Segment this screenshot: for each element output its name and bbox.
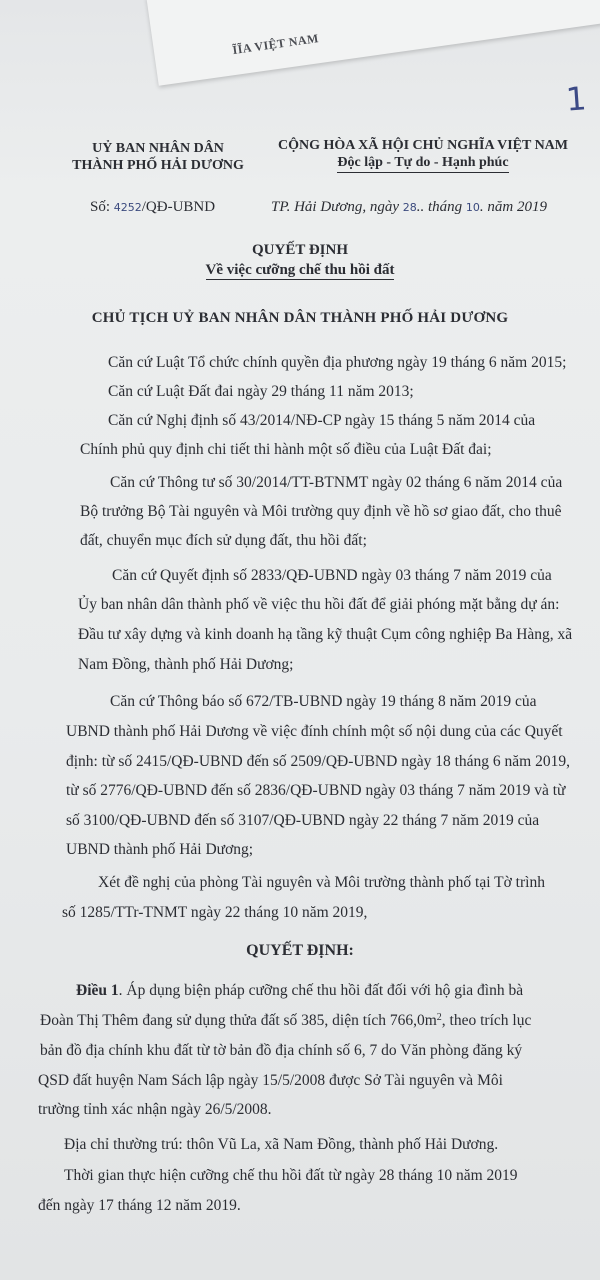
body-line: Ủy ban nhân dân thành phố về việc thu hồi đất để giải phóng mặt bằng dự án: — [78, 596, 560, 613]
body-line: từ số 2776/QĐ-UBND đến số 2836/QĐ-UBND ngày 03 tháng 7 năm 2019 và từ — [66, 782, 566, 799]
handwritten-day: 28 — [402, 201, 417, 214]
body-line: UBND thành phố Hải Dương về việc đính chính một số nội dung của các Quyết — [66, 723, 563, 740]
issuing-authority: CHỦ TỊCH UỶ BAN NHÂN DÂN THÀNH PHỐ HẢI DƯƠNG — [91, 310, 509, 326]
handwritten-number: 4252 — [113, 201, 142, 214]
body-line: số 3100/QĐ-UBND đến số 3107/QĐ-UBND ngày 22 tháng 7 năm 2019 của — [66, 812, 540, 829]
body-line: Căn cứ Thông báo số 672/TB-UBND ngày 19 tháng 8 năm 2019 của — [110, 693, 537, 710]
handwritten-page-number: 1 — [564, 79, 588, 119]
body-line: Đầu tư xây dựng và kinh doanh hạ tầng kỹ thuật Cụm công nghiệp Ba Hàng, xã — [78, 626, 573, 643]
national-header — [258, 137, 588, 173]
article-label: Điều 1 — [76, 982, 119, 999]
article-1-line: Đoàn Thị Thêm đang sử dụng thửa đất số 385, diện tích $766,0m^2$, theo trích lục — [40, 1012, 532, 1029]
body-line: Chính phủ quy định chi tiết thi hành một số điều của Luật Đất đai; — [80, 441, 492, 458]
handwritten-month: 10 — [465, 201, 480, 214]
document-subject-text: Về việc cưỡng chế thu hồi đất — [205, 262, 395, 278]
country-name: CỘNG HÒA XÃ HỘI CHỦ NGHĨA VIỆT NAM — [277, 138, 568, 153]
agency-line-1: UỶ BAN NHÂN DÂN — [92, 141, 224, 156]
body-line: Căn cứ Nghị định số 43/2014/NĐ-CP ngày 15 tháng 5 năm 2014 của — [108, 412, 536, 429]
body-line: Căn cứ Luật Đất đai ngày 29 tháng 11 năm 2013; — [108, 383, 414, 400]
article-1-line: trường tỉnh xác nhận ngày 26/5/2008. — [38, 1101, 272, 1118]
body-line: Nam Đồng, thành phố Hải Dương; — [78, 656, 294, 673]
document-subject — [0, 262, 600, 279]
previous-page-edge — [146, 0, 600, 86]
body-line: định: từ số 2415/QĐ-UBND đến số 2509/QĐ-UBND ngày 18 tháng 6 năm 2019, — [66, 753, 570, 770]
document-number: Số: 4252/QĐ-UBND — [90, 199, 216, 215]
article-1-line: Điều 1. Áp dụng biện pháp cưỡng chế thu hồi đất đối với hộ gia đình bà — [76, 982, 524, 999]
article-1-line: bản đồ địa chính khu đất từ tờ bản đồ địa chính số 6, 7 do Văn phòng đăng ký — [40, 1042, 523, 1059]
body-line: Xét đề nghị của phòng Tài nguyên và Môi trường thành phố tại Tờ trình — [98, 874, 545, 891]
agency-line-2: THÀNH PHỐ HẢI DƯƠNG — [72, 158, 244, 173]
body-line: Căn cứ Thông tư số 30/2014/TT-BTNMT ngày 02 tháng 6 năm 2014 của — [110, 474, 563, 491]
article-1-time: đến ngày 17 tháng 12 năm 2019. — [38, 1197, 241, 1214]
body-line: đất, chuyển mục đích sử dụng đất, thu hồi đất; — [80, 532, 367, 549]
issue-date: TP. Hải Dương, ngày 28.. tháng 10. năm 2019 — [271, 199, 548, 215]
agency-header — [58, 140, 258, 174]
body-line: Căn cứ Luật Tổ chức chính quyền địa phương ngày 19 tháng 6 năm 2015; — [108, 354, 567, 371]
article-1-address: Địa chỉ thường trú: thôn Vũ La, xã Nam Đồng, thành phố Hải Dương. — [64, 1136, 499, 1153]
document-type-heading: QUYẾT ĐỊNH — [252, 242, 348, 258]
decision-heading: QUYẾT ĐỊNH: — [246, 942, 354, 959]
article-1-time: Thời gian thực hiện cưỡng chế thu hồi đất từ ngày 28 tháng 10 năm 2019 — [64, 1167, 518, 1184]
body-line: số 1285/TTr-TNMT ngày 22 tháng 10 năm 2019, — [62, 904, 368, 921]
body-line: Bộ trưởng Bộ Tài nguyên và Môi trường quy định về hồ sơ giao đất, cho thuê — [80, 503, 562, 520]
article-1-line: QSD đất huyện Nam Sách lập ngày 15/5/2008 được Sở Tài nguyên và Môi — [38, 1072, 503, 1089]
body-line: UBND thành phố Hải Dương; — [66, 841, 254, 858]
previous-page-text: ĨĨA VIỆT NAM — [231, 31, 320, 58]
body-line: Căn cứ Quyết định số 2833/QĐ-UBND ngày 03 tháng 7 năm 2019 của — [112, 567, 552, 584]
national-motto: Độc lập - Tự do - Hạnh phúc — [337, 154, 508, 173]
